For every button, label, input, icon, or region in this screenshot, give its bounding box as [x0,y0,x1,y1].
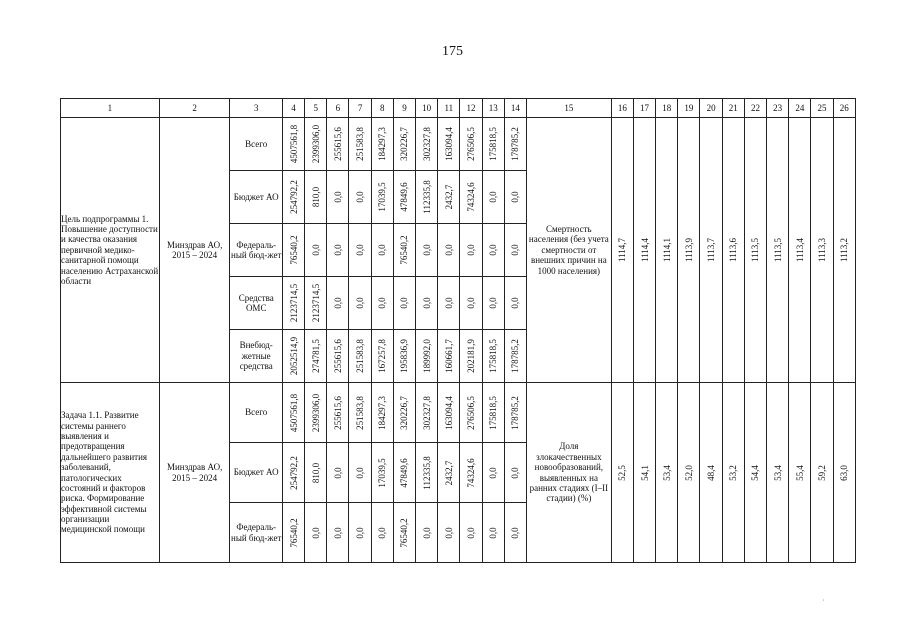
funding-value [282,443,304,503]
scan-mark: · [822,596,825,605]
column-number: 9 [393,99,415,118]
funding-value-text: 47849,6 [399,182,410,212]
indicator-value [678,383,700,563]
funding-value [460,277,482,330]
funding-value [371,383,393,443]
funding-value-text: 0,0 [488,244,499,256]
column-number: 13 [482,99,504,118]
funding-value-text: 112335,8 [421,455,432,490]
funding-value-text: 160661,7 [443,339,454,373]
indicator-value-text: 48,4 [705,464,716,481]
indicator-name: Доля злокачественных новообразований, выявленных на ранних стадиях (I–II стадии) (%) [526,383,611,563]
funding-value [327,503,349,563]
funding-value [438,277,460,330]
funding-value [371,443,393,503]
funding-source: Внебюд-жетные средства [230,330,282,383]
funding-value-text: 274781,5 [310,339,321,373]
funding-value [504,277,526,330]
indicator-value [789,383,811,563]
funding-value-text: 0,0 [510,297,521,309]
funding-value [482,118,504,171]
column-number: 11 [438,99,460,118]
column-number: 16 [611,99,633,118]
funding-value [282,277,304,330]
indicator-value [611,118,633,383]
funding-value [327,171,349,224]
indicator-value-text: 52,0 [683,464,694,481]
funding-value-text: 0,0 [310,526,321,539]
funding-source: Бюджет АО [230,171,282,224]
funding-value [393,277,415,330]
header-row [61,99,856,118]
funding-value [349,171,371,224]
indicator-value-text: 53,2 [728,464,739,481]
page-number: 175 [442,44,463,59]
table-row [61,383,856,443]
funding-value [438,503,460,563]
indicator-value-text: 1113,3 [816,237,827,263]
funding-value-text: 195836,9 [399,339,410,373]
funding-value [282,383,304,443]
indicator-value-text: 1113,7 [705,237,716,263]
column-number: 4 [282,99,304,118]
indicator-value-text: 1113,5 [750,237,761,263]
funding-value [482,503,504,563]
funding-value [438,118,460,171]
funding-value [438,171,460,224]
funding-value-text: 2432,7 [443,184,454,210]
funding-value-text: 0,0 [510,244,521,256]
indicator-value [811,383,833,563]
funding-value [327,443,349,503]
funding-value-text: 0,0 [310,244,321,256]
funding-value [438,224,460,277]
indicator-value [767,383,789,563]
column-number: 17 [633,99,655,118]
funding-value-text: 0,0 [443,526,454,539]
funding-value [482,277,504,330]
funding-value-text: 251583,8 [354,395,365,430]
column-number: 8 [371,99,393,118]
funding-value-text: 0,0 [377,297,388,309]
funding-value [349,503,371,563]
column-number: 15 [526,99,611,118]
funding-value [327,118,349,171]
funding-value [327,224,349,277]
indicator-value [722,383,744,563]
funding-value-text: 175818,5 [488,127,499,161]
funding-value [305,118,327,171]
indicator-value [656,383,678,563]
funding-value [504,503,526,563]
funding-value-text: 0,0 [332,244,343,256]
funding-value [504,443,526,503]
funding-value-text: 0,0 [443,244,454,256]
goal-name: Задача 1.1. Развитие системы раннего выявления и предотвращения дальнейшего развития заболеваний, патологических состояний и факторов риска. Формирование эффективной системы организации медицинской помощи [61,383,160,563]
funding-value [349,383,371,443]
funding-value [416,503,438,563]
column-number: 22 [744,99,766,118]
indicator-value [767,118,789,383]
funding-value-text: 47849,6 [399,457,410,488]
funding-value-text: 320226,7 [399,127,410,161]
funding-value [393,443,415,503]
funding-value [504,118,526,171]
funding-value-text: 2399306,0 [310,124,321,164]
indicator-value [833,383,855,563]
column-number: 6 [327,99,349,118]
funding-value-text: 184297,3 [377,127,388,161]
funding-value [416,171,438,224]
indicator-value-text: 54,4 [750,464,761,481]
indicator-value [633,383,655,563]
funding-value-text: 251583,8 [354,127,365,161]
funding-value [460,443,482,503]
indicator-value [744,118,766,383]
funding-value-text: 302327,8 [421,127,432,161]
funding-value-text: 0,0 [332,526,343,539]
funding-value-text: 76540,2 [288,235,299,265]
funding-value [305,171,327,224]
column-number: 24 [789,99,811,118]
funding-value-text: 163094,4 [443,127,454,161]
executor: Минздрав АО, 2015 – 2024 [159,383,230,563]
funding-value-text: 0,0 [488,297,499,309]
funding-value-text: 189992,0 [421,339,432,373]
funding-value [460,503,482,563]
funding-value [504,383,526,443]
funding-value-text: 0,0 [443,297,454,309]
indicator-value-text: 1114,4 [639,237,650,263]
column-number: 25 [811,99,833,118]
funding-value [349,224,371,277]
funding-value-text: 810,0 [310,186,321,208]
funding-value-text: 167257,8 [377,339,388,373]
funding-source: Всего [230,118,282,171]
funding-value-text: 0,0 [510,466,521,479]
funding-value-text: 255615,6 [332,127,343,161]
funding-value [416,443,438,503]
funding-value-text: 0,0 [354,466,365,479]
funding-value [305,503,327,563]
funding-value [282,330,304,383]
indicator-value-text: 63,0 [839,464,850,481]
column-number: 7 [349,99,371,118]
funding-value-text: 2052514,9 [288,336,299,376]
funding-value [305,277,327,330]
funding-value [305,383,327,443]
funding-value [371,224,393,277]
funding-value [438,443,460,503]
funding-value-text: 0,0 [465,526,476,539]
funding-value [393,330,415,383]
funding-value-text: 76540,2 [288,517,299,548]
funding-value [482,224,504,277]
column-number: 2 [159,99,230,118]
funding-value-text: 0,0 [354,297,365,309]
funding-value [393,171,415,224]
indicator-value [722,118,744,383]
funding-value-text: 0,0 [488,466,499,479]
funding-value-text: 163094,4 [443,395,454,430]
column-number: 23 [767,99,789,118]
funding-value-text: 0,0 [332,466,343,479]
indicator-value-text: 54,1 [639,464,650,481]
funding-value-text: 254792,2 [288,180,299,214]
indicator-value [744,383,766,563]
funding-value-text: 17039,5 [377,457,388,488]
funding-value [460,118,482,171]
funding-value-text: 251583,8 [354,339,365,373]
funding-value-text: 254792,2 [288,455,299,490]
funding-value-text: 0,0 [354,526,365,539]
funding-value-text: 76540,2 [399,235,410,265]
funding-value-text: 0,0 [421,244,432,256]
funding-value [371,330,393,383]
column-number: 5 [305,99,327,118]
indicator-value [678,118,700,383]
funding-value [282,171,304,224]
funding-value [460,171,482,224]
funding-value [438,330,460,383]
funding-value [416,277,438,330]
funding-value-text: 2123714,5 [288,283,299,323]
funding-value [282,224,304,277]
funding-value-text: 4507561,8 [288,393,299,432]
indicator-value-text: 1113,6 [728,237,739,263]
indicator-value-text: 1114,1 [661,237,672,263]
indicator-value-text: 55,4 [794,464,805,481]
funding-value [371,171,393,224]
funding-value [282,118,304,171]
funding-value-text: 0,0 [377,526,388,539]
funding-value [327,330,349,383]
funding-value-text: 112335,8 [421,180,432,214]
funding-value-text: 302327,8 [421,395,432,430]
executor: Минздрав АО, 2015 – 2024 [159,118,230,383]
indicator-value [833,118,855,383]
indicator-value-text: 1113,2 [839,237,850,263]
funding-value-text: 255615,6 [332,339,343,373]
funding-value-text: 2399306,0 [310,393,321,432]
funding-value [482,330,504,383]
budget-table [60,98,856,563]
funding-value-text: 76540,2 [399,517,410,548]
indicator-value [633,118,655,383]
funding-value-text: 320226,7 [399,395,410,430]
funding-value [327,277,349,330]
funding-value-text: 276506,5 [465,395,476,430]
funding-value [438,383,460,443]
indicator-value-text: 1113,9 [683,237,694,263]
column-number: 26 [833,99,855,118]
funding-source: Бюджет АО [230,443,282,503]
funding-value-text: 2123714,5 [310,283,321,323]
funding-value [371,277,393,330]
funding-value-text: 178785,2 [510,395,521,430]
indicator-value-text: 53,4 [772,464,783,481]
column-number: 12 [460,99,482,118]
table-row [61,118,856,171]
funding-value-text: 175818,5 [488,339,499,373]
indicator-value-text: 52,5 [617,464,628,481]
funding-value [393,224,415,277]
indicator-value-text: 1113,5 [772,237,783,263]
column-number: 1 [61,99,160,118]
indicator-value-text: 59,2 [816,464,827,481]
indicator-value-text: 1113,4 [794,237,805,263]
funding-value-text: 184297,3 [377,395,388,430]
funding-value-text: 175818,5 [488,395,499,430]
funding-value [349,443,371,503]
funding-source: Федераль-ный бюд-жет [230,503,282,563]
funding-value-text: 202181,9 [465,339,476,373]
funding-value [416,383,438,443]
funding-value [349,118,371,171]
column-number: 19 [678,99,700,118]
indicator-name: Смертность населения (без учета смертности от внешних причин на 1000 населения) [526,118,611,383]
funding-value-text: 0,0 [465,297,476,309]
funding-value-text: 0,0 [354,244,365,256]
funding-value-text: 0,0 [488,191,499,203]
indicator-value-text: 53,4 [661,464,672,481]
funding-value [349,277,371,330]
indicator-value [700,383,722,563]
funding-value [371,503,393,563]
funding-value-text: 0,0 [332,297,343,309]
funding-value-text: 276506,5 [465,127,476,161]
funding-value [327,383,349,443]
indicator-value-text: 1114,7 [617,237,628,263]
funding-value-text: 0,0 [465,244,476,256]
funding-source: Всего [230,383,282,443]
funding-value [460,383,482,443]
funding-value-text: 178785,2 [510,127,521,161]
funding-value [504,171,526,224]
funding-value-text: 0,0 [488,526,499,539]
funding-value [416,330,438,383]
funding-value-text: 0,0 [510,526,521,539]
indicator-value [611,383,633,563]
funding-value [393,118,415,171]
goal-name: Цель подпрограммы 1. Повышение доступности и качества оказания первичной медико-санитарной помощи населению Астраханской области [61,118,160,383]
column-number: 18 [656,99,678,118]
indicator-value [656,118,678,383]
funding-value-text: 0,0 [510,191,521,203]
funding-value [416,118,438,171]
funding-value-text: 0,0 [399,297,410,309]
funding-source: Федераль-ный бюд-жет [230,224,282,277]
funding-value-text: 255615,6 [332,395,343,430]
column-number: 21 [722,99,744,118]
funding-value [482,171,504,224]
indicator-value [811,118,833,383]
funding-value-text: 74324,6 [465,182,476,212]
funding-value [305,330,327,383]
funding-value [460,330,482,383]
column-number: 3 [230,99,282,118]
column-number: 14 [504,99,526,118]
funding-value-text: 0,0 [421,297,432,309]
funding-value [349,330,371,383]
funding-value-text: 0,0 [421,526,432,539]
funding-value [393,503,415,563]
funding-value-text: 0,0 [377,244,388,256]
funding-value [482,443,504,503]
funding-value-text: 4507561,8 [288,124,299,164]
funding-value [482,383,504,443]
funding-source: Средства ОМС [230,277,282,330]
column-number: 20 [700,99,722,118]
funding-value-text: 2432,7 [443,460,454,485]
funding-value [282,503,304,563]
funding-value-text: 0,0 [332,191,343,203]
indicator-value [789,118,811,383]
funding-value-text: 0,0 [354,191,365,203]
funding-value [460,224,482,277]
funding-value-text: 178785,2 [510,339,521,373]
column-number: 10 [416,99,438,118]
funding-value-text: 17039,5 [377,182,388,212]
funding-value [416,224,438,277]
funding-value [504,224,526,277]
indicator-value [700,118,722,383]
funding-value [393,383,415,443]
funding-value [504,330,526,383]
funding-value-text: 74324,6 [465,457,476,488]
funding-value [305,443,327,503]
funding-value-text: 810,0 [310,462,321,483]
funding-value [305,224,327,277]
funding-value [371,118,393,171]
